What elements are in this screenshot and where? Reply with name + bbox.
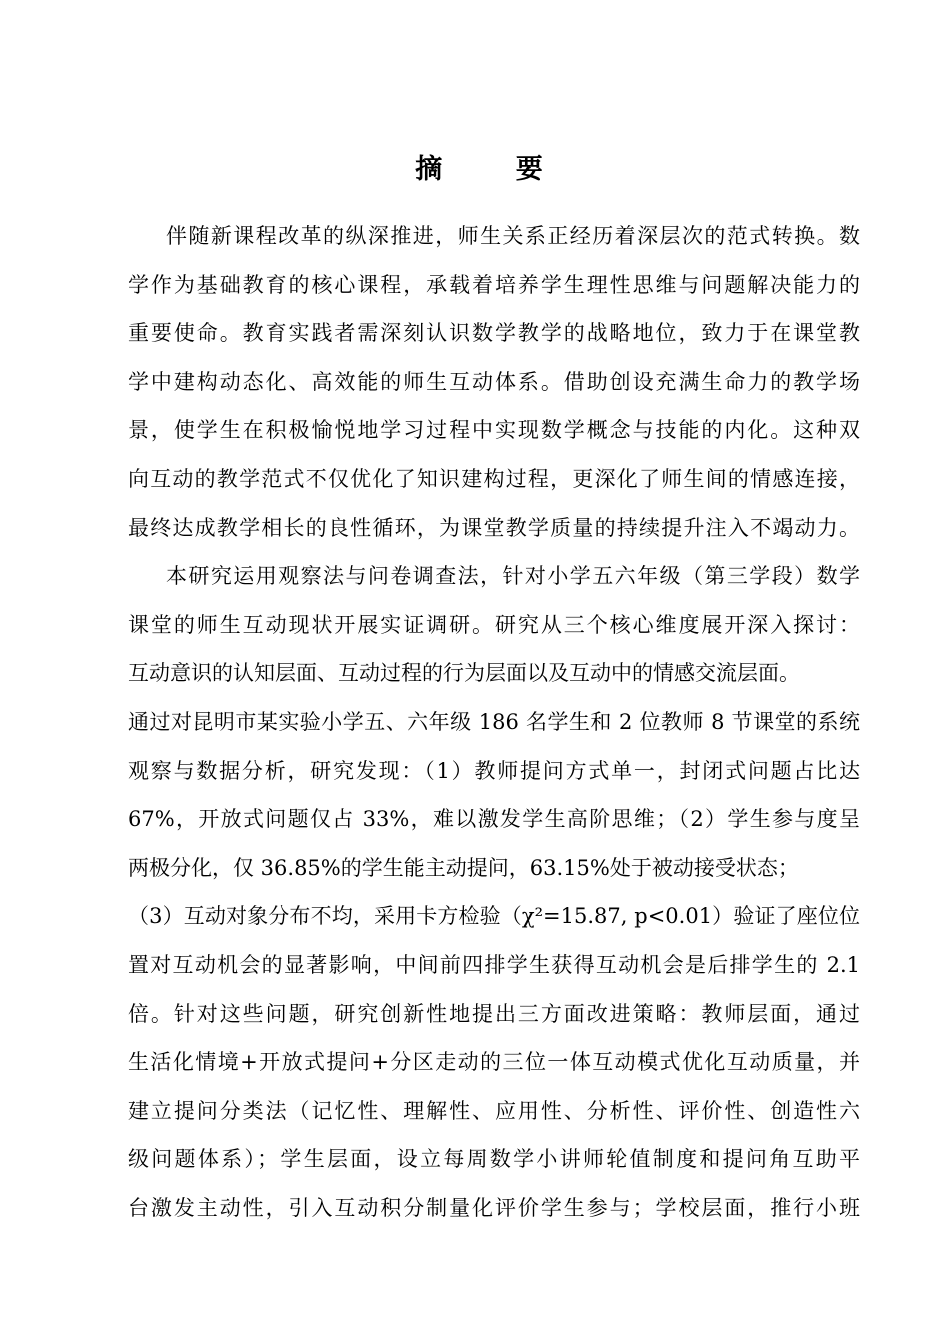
paragraph-1-line-2: 学作为基础教育的核心课程，承载着培养学生理性思维与问题解决能力的 xyxy=(128,272,860,297)
paragraph-2-line-13: 级问题体系）；学生层面，设立每周数学小讲师轮值制度和提问角互助平 xyxy=(128,1147,860,1172)
paragraph-2-line-5: 观察与数据分析，研究发现：（1）教师提问方式单一，封闭式问题占比达 xyxy=(128,758,860,783)
paragraph-2-line-7: 两极分化，仅 36.85%的学生能主动提问，63.15%处于被动接受状态； xyxy=(128,855,799,880)
paragraph-2-line-4: 通过对昆明市某实验小学五、六年级 186 名学生和 2 位教师 8 节课堂的系统 xyxy=(128,709,860,734)
paragraph-1-line-1: 伴随新课程改革的纵深推进，师生关系正经历着深层次的范式转换。数 xyxy=(166,224,860,248)
paragraph-2-line-3: 互动意识的认知层面、互动过程的行为层面以及互动中的情感交流层面。 xyxy=(128,661,800,686)
paragraph-2-line-12: 建立提问分类法（记忆性、理解性、应用性、分析性、评价性、创造性六 xyxy=(128,1098,860,1123)
paragraph-2-line-6: 67%，开放式问题仅占 33%，难以激发学生高阶思维；（2）学生参与度呈 xyxy=(128,807,860,832)
paragraph-2-line-8: （3）互动对象分布不均，采用卡方检验（χ²=15.87, p<0.01）验证了座位位 xyxy=(128,904,860,929)
paragraph-1-line-7: 最终达成教学相长的良性循环，为课堂教学质量的持续提升注入不竭动力。 xyxy=(128,515,860,540)
paragraph-2-line-1: 本研究运用观察法与问卷调查法，针对小学五六年级（第三学段）数学 xyxy=(166,564,860,589)
page-title: 摘 要 xyxy=(415,154,575,185)
abstract-body xyxy=(128,212,860,1232)
paragraph-1-line-4: 学中建构动态化、高效能的师生互动体系。借助创设充满生命力的教学场 xyxy=(128,369,860,394)
paragraph-2-line-11: 生活化情境+开放式提问+分区走动的三位一体互动模式优化互动质量，并 xyxy=(128,1050,860,1075)
paragraph-1-line-5: 景，使学生在积极愉悦地学习过程中实现数学概念与技能的内化。这种双 xyxy=(128,418,860,443)
paragraph-2-line-10: 倍。针对这些问题，研究创新性地提出三方面改进策略：教师层面，通过 xyxy=(128,1001,860,1026)
paragraph-2-line-9: 置对互动机会的显著影响，中间前四排学生获得互动机会是后排学生的 2.1 xyxy=(128,952,860,977)
paragraph-2-line-14: 台激发主动性，引入互动积分制量化评价学生参与；学校层面，推行小班 xyxy=(128,1195,860,1220)
paragraph-2-line-2: 课堂的师生互动现状开展实证调研。研究从三个核心维度展开深入探讨： xyxy=(128,612,860,637)
paragraph-1-line-6: 向互动的教学范式不仅优化了知识建构过程，更深化了师生间的情感连接， xyxy=(128,466,860,491)
paragraph-1-line-3: 重要使命。教育实践者需深刻认识数学教学的战略地位，致力于在课堂教 xyxy=(128,321,860,346)
